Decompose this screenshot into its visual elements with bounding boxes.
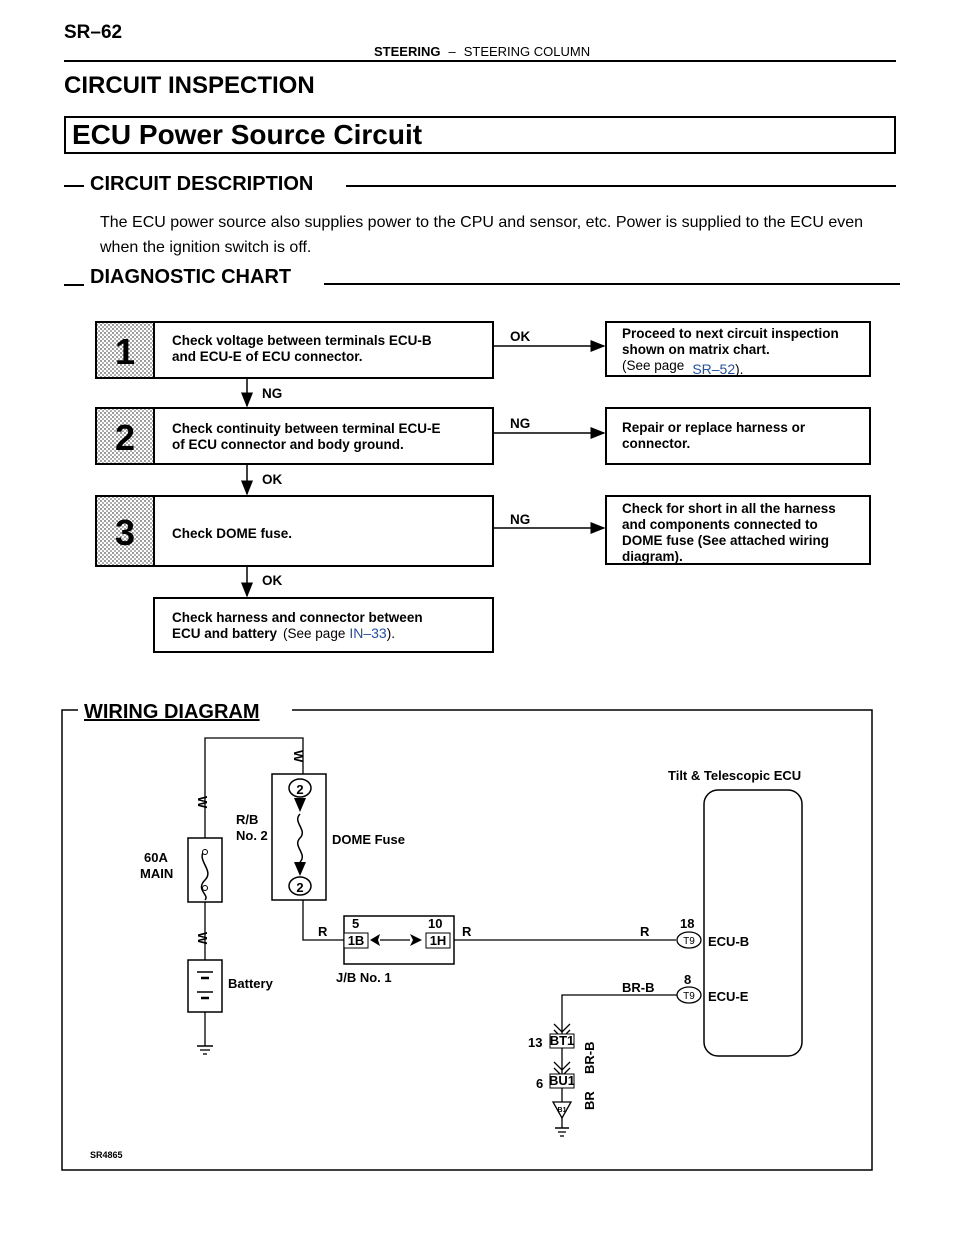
ecu-terminal-label: ECU-E [708,989,749,1004]
step-text-line: of ECU connector and body ground. [172,437,404,452]
step-number: 2 [114,417,136,458]
main-fuse [188,838,222,902]
ecu-terminal-label: ECU-B [708,934,750,949]
result-text-line: Repair or replace harness or [622,420,806,435]
wire-color-w: W [291,750,306,763]
step-2 [96,408,493,464]
final-check-box [154,598,493,652]
result-3 [606,496,870,564]
down-label: OK [262,472,283,487]
section-rule-right [324,283,900,285]
ecu-label: Tilt & Telescopic ECU [668,768,802,783]
circuit-description-text: The ECU power source also supplies power to the CPU and sensor, etc. Power is supplied to the ECU even when the ignition switch is off. [100,214,864,256]
page-number: SR–62 [64,22,123,43]
result-label: OK [510,329,531,344]
result-see-page: (See page [622,358,685,373]
connector-id: T9 [683,936,695,947]
wire-color-br: BR [582,1091,597,1110]
connector-id: 1H [429,933,447,948]
circuit-description-heading: CIRCUIT DESCRIPTION [90,173,314,195]
main-fuse-label: MAIN [140,866,174,881]
pin-number: 18 [680,916,695,931]
step-text-line: Check DOME fuse. [172,526,293,541]
pin-number: 13 [528,1035,543,1050]
battery-symbol [188,960,222,1012]
connector-id: T9 [683,991,695,1002]
wire-color-w: W [195,796,210,809]
connector-id: BU1 [548,1073,576,1088]
wire-color-w: W [195,932,210,945]
result-text-line: Check for short in all the harness [622,501,836,516]
result-2 [606,408,870,464]
figure-code: SR4865 [90,1150,123,1160]
relay-block-label: No. 2 [236,828,268,843]
result-text-line: DOME fuse (See attached wiring [622,533,830,548]
wire-color-brb: BR-B [622,980,655,995]
tilt-telescopic-ecu [704,790,802,1056]
section-rule-left [64,185,84,187]
section-name: STEERING [374,44,441,59]
junction-block-label: J/B No. 1 [336,970,392,985]
step-number: 1 [114,331,136,372]
header-separator: – [448,44,456,59]
pin-number: 2 [296,880,304,895]
pin-number: 10 [428,916,443,931]
running-header [374,44,590,59]
circuit-title: ECU Power Source Circuit [64,116,896,154]
dome-fuse-label: DOME Fuse [332,832,405,847]
final-close: ). [386,626,395,641]
result-text-line: and components connected to [622,517,818,532]
subsection-name: STEERING COLUMN [463,44,591,59]
relay-block-label: R/B [236,812,259,827]
wiring-diagram [0,690,960,1180]
final-line-2: ECU and battery [172,626,278,641]
link-sr-52[interactable]: SR–52 [692,361,736,377]
link-in-33[interactable]: IN–33 [349,625,387,641]
wire-color-r: R [640,924,650,939]
connector-id: BT1 [549,1033,575,1048]
result-text-line: connector. [622,436,691,451]
result-close: ). [735,362,744,377]
step-text-line: Check voltage between terminals ECU-B [172,333,432,348]
wire-color-r: R [318,924,328,939]
diagnostic-chart-heading: DIAGNOSTIC CHART [90,266,292,288]
wire-color-r: R [462,924,472,939]
pin-number: 6 [536,1076,544,1091]
main-fuse-label: 60A [144,850,168,865]
ground-point-id: B1 [557,1107,567,1114]
step-text-line: and ECU-E of ECU connector. [172,349,363,364]
battery-label: Battery [228,976,273,991]
section-rule-left [64,284,84,286]
section-rule-right [346,185,896,187]
result-label: NG [510,512,531,527]
pin-number: 2 [296,782,304,797]
result-label: NG [510,416,531,431]
step-3 [96,496,493,566]
result-text-line: Proceed to next circuit inspection [622,326,839,341]
diagnostic-chart [0,300,960,670]
page-heading: CIRCUIT INSPECTION [64,72,315,99]
pin-number: 8 [684,972,692,987]
result-1 [606,322,870,377]
down-label: OK [262,573,283,588]
wiring-diagram-heading: WIRING DIAGRAM [84,701,260,723]
down-label: NG [262,386,283,401]
step-number: 3 [114,512,136,553]
connector-id: 1B [347,933,365,948]
header-rule [64,60,896,62]
pin-number: 5 [352,916,360,931]
result-text-line: shown on matrix chart. [622,342,770,357]
result-text-line: diagram). [622,549,683,564]
final-line-1: Check harness and connector between [172,610,423,625]
svg-text:ECU and battery(See pageIN–33) [172,625,395,641]
final-see-page: (See page [283,626,346,641]
step-1 [96,322,493,378]
step-text-line: Check continuity between terminal ECU-E [172,421,441,436]
wire-color-brb: BR-B [582,1041,597,1074]
